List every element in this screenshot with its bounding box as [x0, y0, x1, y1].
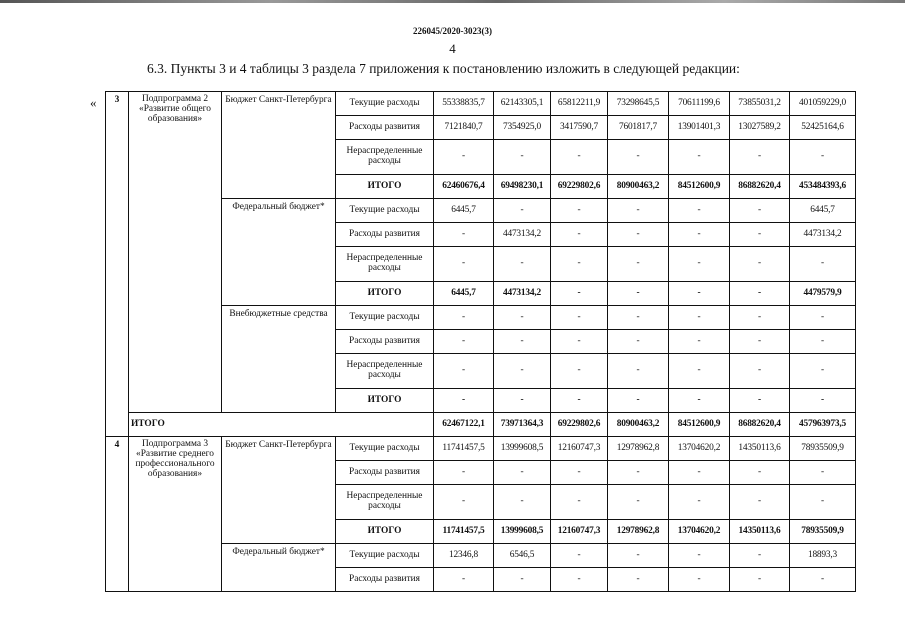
value-cell: - — [669, 306, 730, 330]
value-cell: - — [730, 330, 790, 354]
expense-type: Текущие расходы — [336, 199, 434, 223]
value-cell: - — [669, 544, 730, 568]
value-cell: - — [730, 544, 790, 568]
expense-type: Нераспределенные расходы — [336, 247, 434, 282]
table-row — [106, 92, 856, 116]
value-cell: 6445,7 — [434, 282, 494, 306]
program-total-row — [106, 413, 856, 437]
value-cell: - — [608, 485, 669, 520]
total-value-cell: 80900463,2 — [608, 413, 669, 437]
value-cell: - — [669, 247, 730, 282]
program-name: Подпрограмма 2 «Развитие общего образования» — [129, 92, 222, 413]
value-cell: 4473134,2 — [494, 223, 551, 247]
value-cell: - — [608, 544, 669, 568]
value-cell: 78935509,9 — [790, 437, 856, 461]
value-cell: - — [551, 485, 608, 520]
value-cell: 4473134,2 — [790, 223, 856, 247]
program-number: 4 — [106, 437, 129, 592]
value-cell: - — [790, 485, 856, 520]
value-cell: - — [790, 330, 856, 354]
value-cell: - — [669, 389, 730, 413]
value-cell: - — [434, 330, 494, 354]
value-cell: - — [551, 306, 608, 330]
value-cell: 14350113,6 — [730, 520, 790, 544]
value-cell: - — [730, 485, 790, 520]
value-cell: - — [551, 389, 608, 413]
value-cell: 12346,8 — [434, 544, 494, 568]
value-cell: - — [494, 140, 551, 175]
value-cell: 62143305,1 — [494, 92, 551, 116]
value-cell: - — [434, 568, 494, 592]
total-value-cell: 86882620,4 — [730, 413, 790, 437]
value-cell: - — [494, 389, 551, 413]
value-cell: 6445,7 — [790, 199, 856, 223]
value-cell: 13704620,2 — [669, 520, 730, 544]
expense-type: ИТОГО — [336, 389, 434, 413]
expense-type: Расходы развития — [336, 330, 434, 354]
value-cell: 7121840,7 — [434, 116, 494, 140]
value-cell: 4479579,9 — [790, 282, 856, 306]
value-cell: - — [551, 330, 608, 354]
value-cell: - — [790, 461, 856, 485]
value-cell: - — [434, 389, 494, 413]
value-cell: - — [551, 140, 608, 175]
value-cell: - — [608, 223, 669, 247]
value-cell: 12978962,8 — [608, 520, 669, 544]
value-cell: - — [790, 247, 856, 282]
value-cell: - — [608, 306, 669, 330]
value-cell: - — [608, 568, 669, 592]
value-cell: - — [790, 306, 856, 330]
value-cell: 55338835,7 — [434, 92, 494, 116]
value-cell: 73298645,5 — [608, 92, 669, 116]
value-cell: 69229802,6 — [551, 175, 608, 199]
value-cell: - — [608, 461, 669, 485]
total-value-cell: 457963973,5 — [790, 413, 856, 437]
value-cell: - — [669, 223, 730, 247]
value-cell: 13901401,3 — [669, 116, 730, 140]
value-cell: - — [790, 354, 856, 389]
value-cell: - — [434, 140, 494, 175]
value-cell: 3417590,7 — [551, 116, 608, 140]
value-cell: - — [608, 140, 669, 175]
value-cell: 7354925,0 — [494, 116, 551, 140]
funding-source: Бюджет Санкт-Петербурга — [222, 437, 336, 544]
value-cell: - — [494, 354, 551, 389]
value-cell: - — [494, 485, 551, 520]
value-cell: - — [608, 247, 669, 282]
value-cell: - — [434, 247, 494, 282]
value-cell: - — [730, 461, 790, 485]
value-cell: - — [669, 140, 730, 175]
open-quote-mark: « — [90, 95, 97, 110]
expense-type: ИТОГО — [336, 175, 434, 199]
value-cell: - — [608, 282, 669, 306]
value-cell: 62460676,4 — [434, 175, 494, 199]
value-cell: 7601817,7 — [608, 116, 669, 140]
value-cell: - — [608, 354, 669, 389]
expense-type: Текущие расходы — [336, 544, 434, 568]
value-cell: 65812211,9 — [551, 92, 608, 116]
value-cell: - — [730, 389, 790, 413]
value-cell: - — [669, 485, 730, 520]
value-cell: - — [551, 354, 608, 389]
value-cell: 401059229,0 — [790, 92, 856, 116]
value-cell: - — [551, 223, 608, 247]
value-cell: - — [790, 140, 856, 175]
value-cell: - — [494, 247, 551, 282]
value-cell: - — [494, 461, 551, 485]
expense-type: ИТОГО — [336, 520, 434, 544]
value-cell: 12160747,3 — [551, 520, 608, 544]
value-cell: - — [730, 568, 790, 592]
value-cell: - — [730, 223, 790, 247]
value-cell: - — [434, 485, 494, 520]
value-cell: - — [790, 389, 856, 413]
program-total-label: ИТОГО — [129, 413, 434, 437]
value-cell: - — [494, 199, 551, 223]
funding-source: Федеральный бюджет* — [222, 199, 336, 306]
value-cell: - — [551, 282, 608, 306]
value-cell: 73855031,2 — [730, 92, 790, 116]
value-cell: - — [434, 461, 494, 485]
value-cell: - — [551, 544, 608, 568]
program-number: 3 — [106, 92, 129, 437]
budget-table — [105, 91, 856, 592]
value-cell: - — [551, 247, 608, 282]
value-cell: 12160747,3 — [551, 437, 608, 461]
value-cell: - — [790, 568, 856, 592]
funding-source: Федеральный бюджет* — [222, 544, 336, 592]
value-cell: - — [669, 330, 730, 354]
expense-type: Расходы развития — [336, 223, 434, 247]
value-cell: 13027589,2 — [730, 116, 790, 140]
value-cell: 86882620,4 — [730, 175, 790, 199]
value-cell: - — [730, 282, 790, 306]
value-cell: - — [608, 389, 669, 413]
value-cell: - — [434, 223, 494, 247]
value-cell: - — [669, 354, 730, 389]
value-cell: - — [730, 354, 790, 389]
value-cell: - — [730, 247, 790, 282]
expense-type: Нераспределенные расходы — [336, 485, 434, 520]
value-cell: 12978962,8 — [608, 437, 669, 461]
value-cell: 13999608,5 — [494, 520, 551, 544]
funding-source: Бюджет Санкт-Петербурга — [222, 92, 336, 199]
value-cell: 6546,5 — [494, 544, 551, 568]
value-cell: 80900463,2 — [608, 175, 669, 199]
value-cell: 70611199,6 — [669, 92, 730, 116]
value-cell: 78935509,9 — [790, 520, 856, 544]
total-value-cell: 69229802,6 — [551, 413, 608, 437]
page-number: 4 — [449, 41, 456, 56]
expense-type: Текущие расходы — [336, 437, 434, 461]
expense-type: Расходы развития — [336, 116, 434, 140]
value-cell: - — [551, 199, 608, 223]
value-cell: - — [730, 306, 790, 330]
value-cell: - — [608, 199, 669, 223]
value-cell: 453484393,6 — [790, 175, 856, 199]
value-cell: - — [551, 461, 608, 485]
value-cell: - — [608, 330, 669, 354]
value-cell: - — [669, 568, 730, 592]
value-cell: 52425164,6 — [790, 116, 856, 140]
value-cell: - — [669, 282, 730, 306]
expense-type: Текущие расходы — [336, 92, 434, 116]
expense-type: Расходы развития — [336, 461, 434, 485]
value-cell: 6445,7 — [434, 199, 494, 223]
value-cell: - — [494, 306, 551, 330]
value-cell: 14350113,6 — [730, 437, 790, 461]
program-name: Подпрограмма 3 «Развитие среднего профессионального образования» — [129, 437, 222, 592]
expense-type: Нераспределенные расходы — [336, 354, 434, 389]
expense-type: Текущие расходы — [336, 306, 434, 330]
table-row — [106, 437, 856, 461]
value-cell: - — [434, 354, 494, 389]
value-cell: 11741457,5 — [434, 437, 494, 461]
value-cell: - — [669, 199, 730, 223]
value-cell: - — [730, 140, 790, 175]
expense-type: Нераспределенные расходы — [336, 140, 434, 175]
value-cell: - — [494, 568, 551, 592]
expense-type: ИТОГО — [336, 282, 434, 306]
value-cell: 4473134,2 — [494, 282, 551, 306]
value-cell: 11741457,5 — [434, 520, 494, 544]
value-cell: - — [551, 568, 608, 592]
section-heading: 6.3. Пункты 3 и 4 таблицы 3 раздела 7 приложения к постановлению изложить в следующей редакции: — [147, 61, 740, 76]
value-cell: 13999608,5 — [494, 437, 551, 461]
document-number: 226045/2020-3023(3) — [413, 26, 492, 36]
expense-type: Расходы развития — [336, 568, 434, 592]
total-value-cell: 73971364,3 — [494, 413, 551, 437]
value-cell: 69498230,1 — [494, 175, 551, 199]
value-cell: - — [494, 330, 551, 354]
value-cell: - — [669, 461, 730, 485]
value-cell: - — [730, 199, 790, 223]
value-cell: 84512600,9 — [669, 175, 730, 199]
value-cell: 13704620,2 — [669, 437, 730, 461]
scan-top-edge — [0, 0, 905, 3]
total-value-cell: 84512600,9 — [669, 413, 730, 437]
value-cell: 18893,3 — [790, 544, 856, 568]
value-cell: - — [434, 306, 494, 330]
total-value-cell: 62467122,1 — [434, 413, 494, 437]
funding-source: Внебюджетные средства — [222, 306, 336, 413]
